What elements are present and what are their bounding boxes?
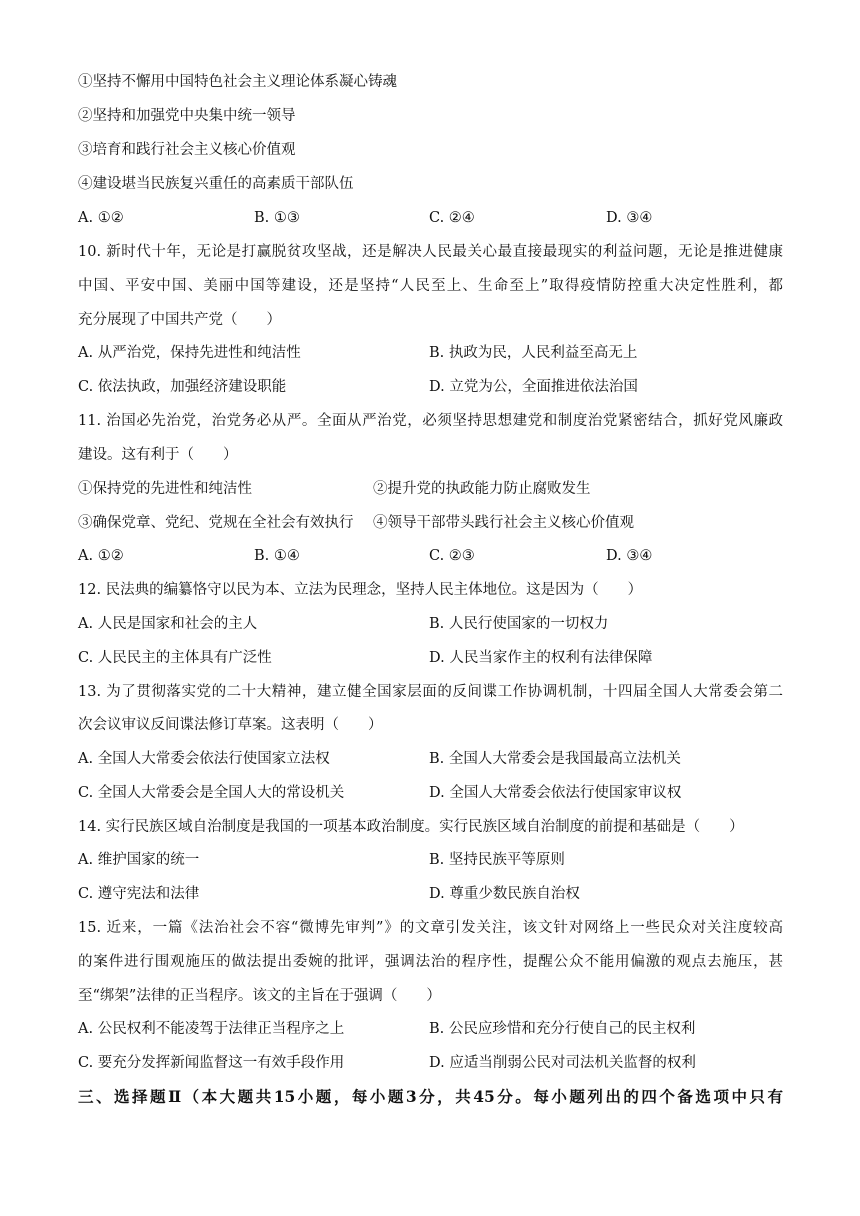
- q10-stem-line-2: 中国、平安中国、美丽中国等建设，还是坚持“人民至上、生命至上”取得疫情防控重大决定性胜利，都: [78, 278, 783, 294]
- q9-option-b: B. ①③: [254, 210, 300, 226]
- q9-option-d: D. ③④: [606, 210, 653, 226]
- section-3-heading: 三、选择题Ⅱ（本大题共15小题，每小题3分，共45分。每小题列出的四个备选项中只有: [78, 1087, 783, 1106]
- q11-stem-line-1: 11. 治国必先治党，治党务必从严。全面从严治党，必须坚持思想建党和制度治党紧密结合，抓好党风廉政: [78, 413, 783, 429]
- q10-stem-line-3: 充分展现了中国共产党（ ）: [78, 312, 281, 328]
- q11-statement-1: ①保持党的先进性和纯洁性: [78, 481, 252, 497]
- q9-option-a: A. ①②: [78, 210, 124, 226]
- q12-option-b: B. 人民行使国家的一切权力: [429, 616, 609, 632]
- q14-option-b: B. 坚持民族平等原则: [429, 852, 565, 868]
- q9-statement-2: ②坚持和加强党中央集中统一领导: [78, 108, 296, 124]
- q13-option-b: B. 全国人大常委会是我国最高立法机关: [429, 751, 681, 767]
- q15-option-c: C. 要充分发挥新闻监督这一有效手段作用: [78, 1055, 345, 1071]
- q13-stem-line-2: 次会议审议反间谍法修订草案。这表明（ ）: [78, 717, 383, 733]
- q12-stem-line-1: 12. 民法典的编纂恪守以民为本、立法为民理念，坚持人民主体地位。这是因为（ ）: [78, 582, 643, 598]
- q12-option-c: C. 人民民主的主体具有广泛性: [78, 650, 272, 666]
- q10-option-d: D. 立党为公，全面推进依法治国: [429, 379, 638, 395]
- q11-option-d: D. ③④: [606, 548, 653, 564]
- q12-option-a: A. 人民是国家和社会的主人: [78, 616, 258, 632]
- q13-stem-line-1: 13. 为了贯彻落实党的二十大精神，建立健全国家层面的反间谍工作协调机制，十四届全国人大常委会第二: [78, 684, 783, 700]
- q13-option-a: A. 全国人大常委会依法行使国家立法权: [78, 751, 330, 767]
- q14-option-c: C. 遵守宪法和法律: [78, 886, 200, 902]
- q11-option-c: C. ②③: [429, 548, 475, 564]
- q15-stem-line-2: 的案件进行围观施压的做法提出委婉的批评，强调法治的程序性，提醒公众不能用偏激的观点去施压，甚: [78, 954, 783, 970]
- q12-option-d: D. 人民当家作主的权利有法律保障: [429, 650, 653, 666]
- q9-option-c: C. ②④: [429, 210, 475, 226]
- q15-option-b: B. 公民应珍惜和充分行使自己的民主权利: [429, 1021, 696, 1037]
- q15-option-a: A. 公民权利不能凌驾于法律正当程序之上: [78, 1021, 345, 1037]
- q10-stem-line-1: 10. 新时代十年，无论是打赢脱贫攻坚战，还是解决人民最关心最直接最现实的利益问题，无论是推进健康: [78, 244, 783, 260]
- q15-stem-line-3: 至“绑架”法律的正当程序。该文的主旨在于强调（ ）: [78, 988, 441, 1004]
- q11-stem-line-2: 建设。这有利于（ ）: [78, 447, 238, 463]
- q10-option-a: A. 从严治党，保持先进性和纯洁性: [78, 345, 301, 361]
- q9-statement-1: ①坚持不懈用中国特色社会主义理论体系凝心铸魂: [78, 74, 397, 90]
- q14-option-d: D. 尊重少数民族自治权: [429, 886, 580, 902]
- q11-statement-2: ②提升党的执政能力防止腐败发生: [373, 481, 591, 497]
- q10-option-b: B. 执政为民，人民利益至高无上: [429, 345, 638, 361]
- q15-option-d: D. 应适当削弱公民对司法机关监督的权利: [429, 1055, 696, 1071]
- q14-stem-line-1: 14. 实行民族区域自治制度是我国的一项基本政治制度。实行民族区域自治制度的前提和基础是（ ）: [78, 819, 744, 835]
- q11-statement-3: ③确保党章、党纪、党规在全社会有效执行: [78, 515, 354, 531]
- q13-option-d: D. 全国人大常委会依法行使国家审议权: [429, 785, 682, 801]
- q11-option-b: B. ①④: [254, 548, 300, 564]
- q14-option-a: A. 维护国家的统一: [78, 852, 200, 868]
- q9-statement-4: ④建设堪当民族复兴重任的高素质干部队伍: [78, 176, 354, 192]
- q11-option-a: A. ①②: [78, 548, 124, 564]
- q10-option-c: C. 依法执政，加强经济建设职能: [78, 379, 287, 395]
- q11-statement-4: ④领导干部带头践行社会主义核心价值观: [373, 515, 634, 531]
- q13-option-c: C. 全国人大常委会是全国人大的常设机关: [78, 785, 345, 801]
- q15-stem-line-1: 15. 近来，一篇《法治社会不容“微博先审判”》的文章引发关注，该文针对网络上一些民众对关注度较高: [78, 920, 783, 936]
- q9-statement-3: ③培育和践行社会主义核心价值观: [78, 142, 296, 158]
